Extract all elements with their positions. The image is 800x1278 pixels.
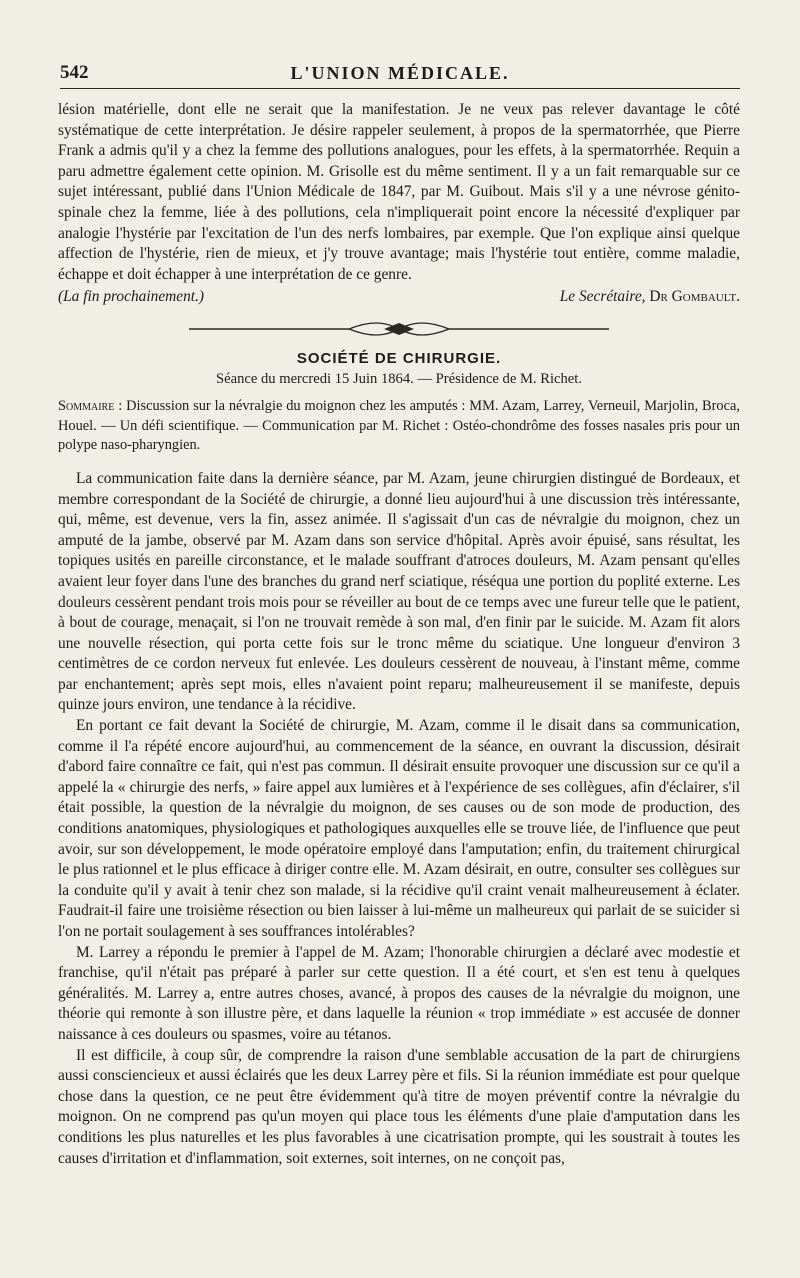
summary-text: Discussion sur la névralgie du moignon chez les amputés : MM. Azam, Larrey, Verneuil, Marjolin, Broca, Houel. — Un défi scientifique. — Communication par M. Richet : Ostéo-chondrôme des fosses nasales pris pour un polype naso-pharyngien. [58,398,741,453]
paragraph-2: En portant ce fait devant la Société de chirurgie, M. Azam, comme il le disait dans sa communication, comme il l'a répété encore aujourd'hui, au commencement de la séance, en ouvrant la discussion, désirait d'abord faire connaître ce fait, qui n'est pas commun. Il désirait ensuite provoquer une discussion sur ce qu'il a appelé la « chirurgie des nerfs, » faire appel aux lumières et à l'expérience de ses collègues, afin d'éclairer, s'il était possible, la question de la névralgie du moignon, de ses causes ou de son mode de production, des conditions anatomiques, physiologiques et pathologiques auxquelles elle se trouve liée, de l'influence que peut avoir, sur son développement, le mode opératoire employé dans l'amputation; enfin, du traitement chirurgical le plus rationnel et le plus efficace à diriger contre elle. M. Azam désirait, en outre, consulter ses collègues sur la conduite qu'il y avait à tenir chez son malade, si la récidive qu'il craint venait malheureusement à éclater. Faudrait-il faire une troisième résection ou bien laisser à lui-même un malheureux qui parlait de se suicider si l'on ne portait soulagement à ses souffrances intolérables? [58,717,740,941]
continuation-note: (La fin prochainement.) [58,288,205,306]
secretary-signature [560,286,740,307]
running-head [60,58,740,89]
section-title: SOCIÉTÉ DE CHIRURGIE. [296,350,502,368]
signature-line [58,286,740,307]
ornament-divider [189,319,609,339]
page-number: 542 [60,62,89,83]
paragraph-3: M. Larrey a répondu le premier à l'appel de M. Azam; l'honorable chirurgien a déclaré avec modestie et franchise, qu'il n'était pas préparé à parler sur cette question. Il a été court, et s'en est tenu à quelques généralités. M. Larrey a, entre autres choses, avancé, à propos des causes de la névralgie du moignon, une théorie qui remonte à son illustre père, et dans laquelle la réunion « trop immédiate » est accusée de donner naissance à ces douleurs ou spasmes, voire au tétanos. [58,943,740,1043]
paragraph-1: La communication faite dans la dernière séance, par M. Azam, jeune chirurgien distingué de Bordeaux, et membre correspondant de la Société de chirurgie, a donné lieu aujourd'hui à une discussion très intéressante, qui, même, est devenue, vers la fin, assez animée. Il s'agissait d'un cas de névralgie du moignon, chez un amputé de la jambe, observé par M. Azam dans son service d'hôpital. Après avoir épuisé, sans résultat, les topiques usités en pareille circonstance, et le malade souffrant d'atroces douleurs, M. Azam pensant qu'elles avaient leur foyer dans l'une des branches du grand nerf sciatique, réséqua une portion du poplité externe. Les douleurs cessèrent pendant trois mois pour se réveiller au bout de ce temps avec une fureur telle que le patient, à bout de courage, menaçait, si l'on ne trouvait remède à son mal, d'en finir par le suicide. M. Azam fit alors une nouvelle résection, qui porta cette fois sur le tronc même du sciatique. Une longueur d'environ 3 centimètres de ce cordon nerveux fut enlevée. Les douleurs cessèrent de nouveau, à l'instant même, comme par enchantement; après sept mois, elles n'avaient point reparu; malheureusement il se manifeste, depuis quinze jours environ, une tendance à la récidive. [58,469,740,714]
summary-label: Sommaire : [58,398,123,415]
paragraph-4: Il est difficile, à coup sûr, de comprendre la raison d'une semblable accusation de la part de chirurgiens aussi consciencieux et aussi éclairés que les deux Larrey père et fils. Si la réunion immédiate est pour quelque chose dans la question, ce ne peut être évidemment qu'à titre de moyen préventif contre la névralgie du moignon. On ne comprend pas qu'un moyen qui place tous les éléments d'une plaie d'amputation dans les conditions les plus naturelles et les plus favorables à une cicatrisation prompte, qui les soustrait à toutes les causes d'irritation et d'inflammation, soit externes, soit internes, on ne conçoit pas, [58,1046,740,1167]
session-line: Séance du mercredi 15 Juin 1864. — Présidence de M. Richet. [216,371,582,388]
opening-paragraph: lésion matérielle, dont elle ne serait que la manifestation. Je ne veux pas relever davantage le côté systématique de cette interprétation. Je désire rappeler seulement, à propos de la spermatorrhée, que Pierre Frank a admis qu'il y a chez la femme des pollutions analogues, pour les effets, à la spermatorrhée. Requin a paru admettre également cette opinion. M. Grisolle est du même sentiment. Il y a un fait remarquable sur ce sujet intéressant, publié dans l'Union Médicale de 1847, par M. Guibout. Mais s'il y a une névrose génito-spinale chez la femme, liée à des pollutions, cela n'impliquerait point encore la nécessité d'expliquer par analogie l'hystérie par l'excitation de l'un des nerfs lombaires, par exemple. Que l'on explique ainsi quelque affection de l'hystérie, rien de mieux, et j'y trouve avantage; mais l'hystérie tout entière, comme maladie, échappe et doit échapper à une interprétation de ce genre. [58,101,740,283]
journal-title: L'UNION MÉDICALE. [290,62,510,83]
secretary-name: Dr Gombault. [649,288,740,306]
secretary-label: Le Secrétaire, [559,288,646,306]
page-content [58,100,740,1169]
summary [58,397,740,455]
